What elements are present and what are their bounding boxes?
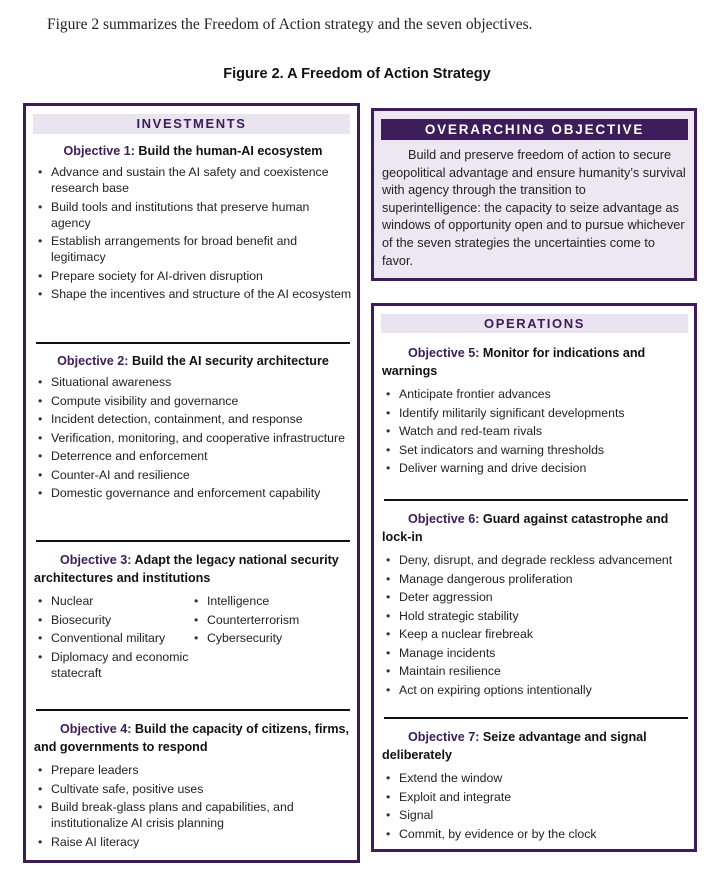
divider-5-6	[384, 499, 688, 501]
objective-3-heading: Adapt the legacy national security architectures and institutions	[34, 553, 339, 585]
objective-6-heading: Guard against catastrophe and lock-in	[382, 512, 669, 544]
list-item: • Extend the window	[382, 770, 690, 786]
objective-6-list	[382, 552, 690, 698]
objective-2	[34, 352, 352, 504]
list-item: • Hold strategic stability	[382, 608, 690, 624]
list-item: • Incident detection, containment, and response	[34, 411, 352, 427]
list-item: • Manage dangerous proliferation	[382, 571, 690, 587]
list-item: • Intelligence	[190, 593, 352, 609]
list-item: • Deterrence and enforcement	[34, 448, 352, 464]
objective-7-label: Objective 7:	[408, 730, 480, 744]
objective-3-list-left	[34, 593, 190, 683]
list-item: • Deter aggression	[382, 589, 690, 605]
list-item: • Exploit and integrate	[382, 789, 690, 805]
list-item: • Compute visibility and governance	[34, 393, 352, 409]
list-item: • Conventional military	[34, 630, 190, 646]
list-item: • Signal	[382, 807, 690, 823]
objective-6	[382, 510, 690, 700]
list-item: • Maintain resilience	[382, 663, 690, 679]
objective-1	[34, 142, 352, 305]
list-item: • Advance and sustain the AI safety and coexistence research base	[34, 164, 352, 196]
list-item: • Raise AI literacy	[34, 834, 352, 850]
objective-5-heading: Monitor for indications and warnings	[382, 346, 646, 378]
objective-3-title	[34, 551, 352, 587]
list-item: • Prepare society for AI-driven disruption	[34, 268, 352, 284]
list-item: • Domestic governance and enforcement capability	[34, 485, 352, 501]
investments-box	[23, 103, 360, 863]
list-item: • Counter-AI and resilience	[34, 467, 352, 483]
objective-4-list	[34, 762, 352, 850]
objective-4-heading: Build the capacity of citizens, firms, and governments to respond	[34, 722, 350, 754]
objective-5-list	[382, 386, 690, 476]
objective-1-heading: Build the human-AI ecosystem	[138, 144, 323, 158]
objective-7-heading: Seize advantage and signal deliberately	[382, 730, 647, 762]
list-item: • Shape the incentives and structure of the AI ecosystem	[34, 286, 352, 302]
figure-title: Figure 2. A Freedom of Action Strategy	[223, 66, 491, 82]
objective-1-list	[34, 164, 352, 302]
list-item: • Set indicators and warning thresholds	[382, 442, 690, 458]
objective-3-columns	[34, 593, 352, 683]
operations-box	[371, 303, 697, 852]
list-item: • Identify militarily significant developments	[382, 405, 690, 421]
divider-2-3	[36, 540, 350, 542]
list-item: • Situational awareness	[34, 374, 352, 390]
objective-5	[382, 344, 690, 479]
overarching-text: Build and preserve freedom of action to secure geopolitical advantage and ensure humanity’s survival with agency through the transition to superintelligence: the capacity to seize advantage as windows of opportunity open and to pursue whichever of the seven strategies the uncertainties come to favor.	[382, 148, 686, 268]
list-item: • Deny, disrupt, and degrade reckless advancement	[382, 552, 690, 568]
objective-3-label: Objective 3:	[60, 553, 132, 567]
list-item: • Diplomacy and economic statecraft	[34, 649, 190, 681]
list-item: • Anticipate frontier advances	[382, 386, 690, 402]
objective-7-title	[382, 728, 690, 764]
list-item: • Nuclear	[34, 593, 190, 609]
list-item: • Cybersecurity	[190, 630, 352, 646]
list-item: • Establish arrangements for broad benefit and legitimacy	[34, 233, 352, 265]
list-item: • Manage incidents	[382, 645, 690, 661]
list-item: • Watch and red-team rivals	[382, 423, 690, 439]
objective-2-title	[34, 352, 352, 370]
objective-3	[34, 551, 352, 683]
objective-4	[34, 720, 352, 852]
divider-1-2	[36, 342, 350, 344]
overarching-header: OVERARCHING OBJECTIVE	[381, 119, 688, 140]
objective-2-label: Objective 2:	[57, 354, 129, 368]
divider-6-7	[384, 717, 688, 719]
objective-1-label: Objective 1:	[63, 144, 135, 158]
objective-4-label: Objective 4:	[60, 722, 132, 736]
operations-header: OPERATIONS	[381, 314, 688, 333]
list-item: • Verification, monitoring, and cooperative infrastructure	[34, 430, 352, 446]
list-item: • Commit, by evidence or by the clock	[382, 826, 690, 842]
objective-7-list	[382, 770, 690, 842]
list-item: • Act on expiring options intentionally	[382, 682, 690, 698]
objective-2-heading: Build the AI security architecture	[132, 354, 329, 368]
intro-text: Figure 2 summarizes the Freedom of Action strategy and the seven objectives.	[47, 16, 533, 33]
objective-3-list-right	[190, 593, 352, 683]
list-item: • Build tools and institutions that preserve human agency	[34, 199, 352, 231]
divider-3-4	[36, 709, 350, 711]
objective-2-list	[34, 374, 352, 501]
list-item: • Deliver warning and drive decision	[382, 460, 690, 476]
objective-6-title	[382, 510, 690, 546]
list-item: • Cultivate safe, positive uses	[34, 781, 352, 797]
objective-5-label: Objective 5:	[408, 346, 480, 360]
objective-1-title	[34, 142, 352, 160]
list-item: • Keep a nuclear firebreak	[382, 626, 690, 642]
list-item: • Build break-glass plans and capabilities, and institutionalize AI crisis planning	[34, 799, 352, 831]
objective-6-label: Objective 6:	[408, 512, 480, 526]
objective-7	[382, 728, 690, 844]
overarching-box	[371, 108, 697, 281]
list-item: • Counterterrorism	[190, 612, 352, 628]
objective-4-title	[34, 720, 352, 756]
investments-header: INVESTMENTS	[33, 114, 350, 134]
objective-5-title	[382, 344, 690, 380]
list-item: • Prepare leaders	[34, 762, 352, 778]
list-item: • Biosecurity	[34, 612, 190, 628]
